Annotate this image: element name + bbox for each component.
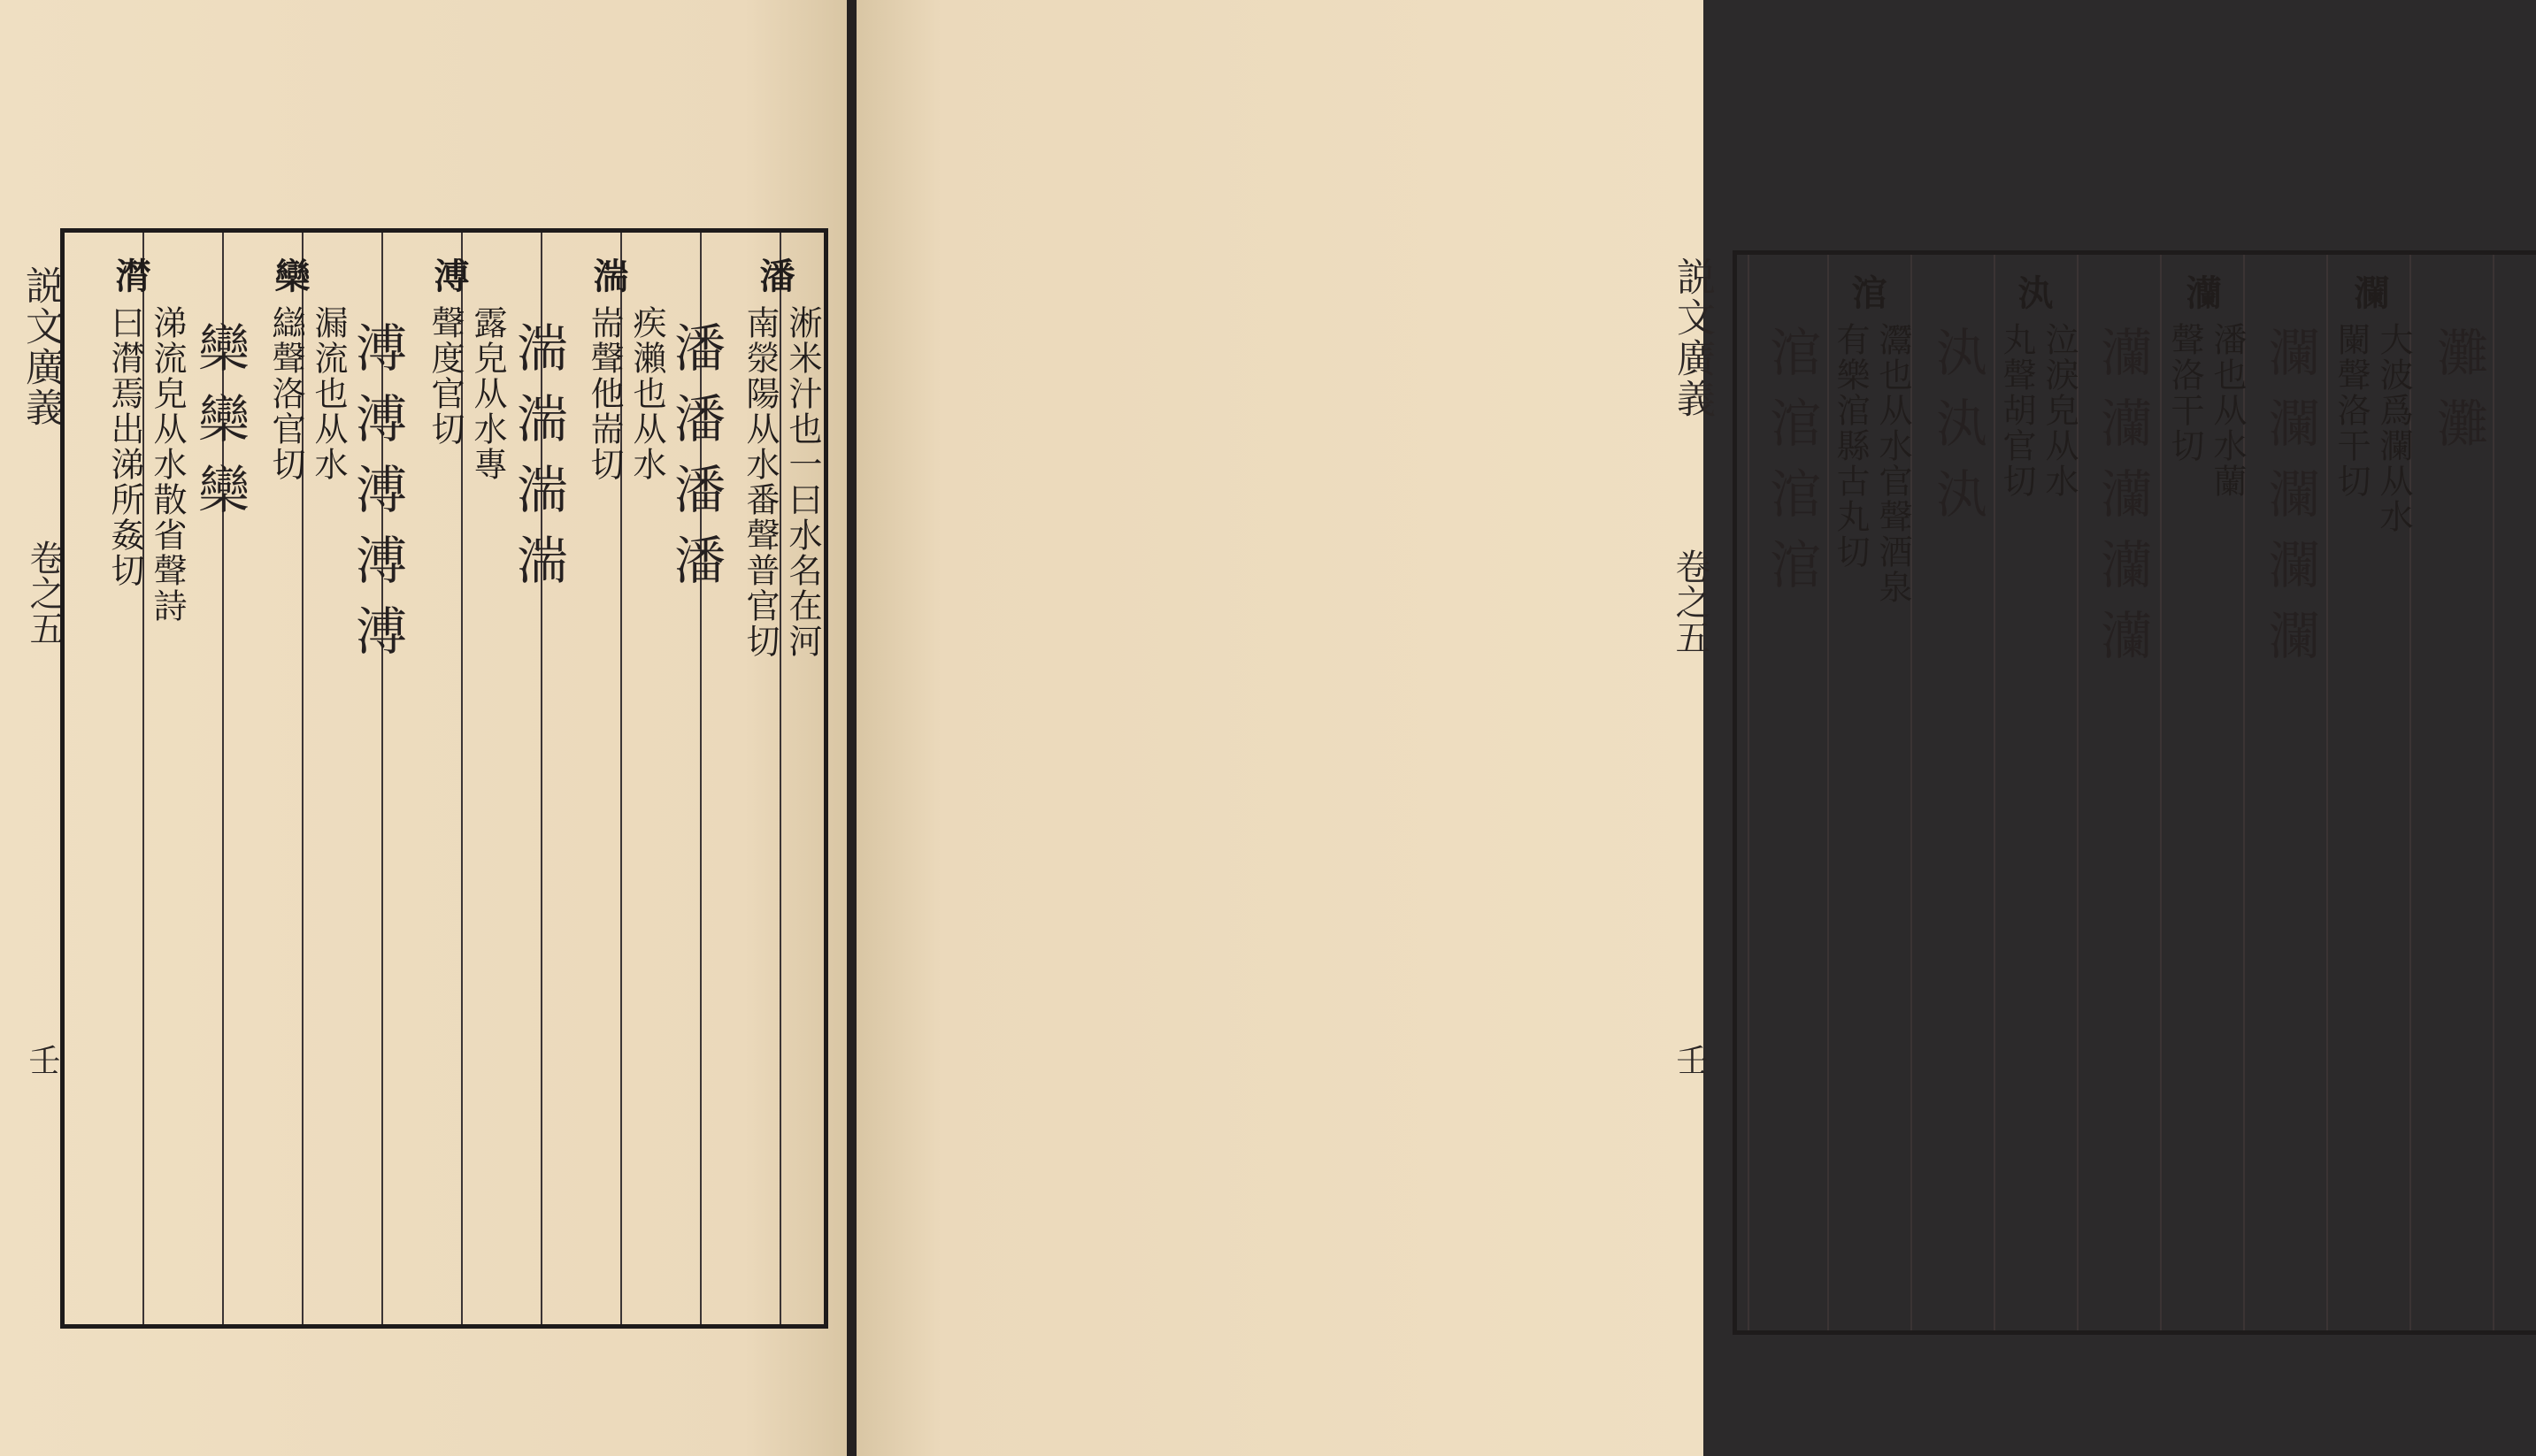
seal-script-forms: 灘灘 (2428, 326, 2488, 467)
left-page (0, 0, 847, 1456)
seal-script-forms: 欒欒欒 (189, 321, 250, 533)
entry-head-character: 潘 (754, 257, 795, 293)
seal-script-forms: 汍汍汍 (1927, 326, 1987, 538)
entry-gloss-line: 泣淚皃从水 (2040, 322, 2079, 499)
seal-script-forms: 湍湍湍湍 (508, 321, 568, 604)
entry-gloss-line: 露皃从水專 (468, 305, 507, 482)
entry-head-character: 欒 (269, 257, 311, 293)
entry-gloss-line: 涕流皃从水散省聲詩 (148, 305, 187, 624)
left-text-frame (60, 228, 828, 1329)
entry-gloss-line: 潘也从水蘭 (2208, 322, 2247, 499)
entry-gloss-line: 曰潸焉出涕所姦切 (105, 305, 144, 588)
entry-gloss-line: 疾瀨也从水 (627, 305, 666, 482)
entry-head-character: 涫 (1846, 274, 1887, 310)
entry-gloss-line: 耑聲他耑切 (585, 305, 624, 482)
right-volume-label: 卷之五 (1670, 548, 1710, 655)
right-page (857, 0, 2488, 1456)
entry-gloss-line: 漏流也从水 (309, 305, 348, 482)
book-spine (847, 0, 857, 1456)
left-volume-label: 卷之五 (24, 540, 65, 646)
entry-gloss-line: 聲洛干切 (2165, 322, 2204, 464)
entry-head-character: 汍 (2012, 274, 2054, 310)
entry-gloss-line: 闌聲洛干切 (2332, 322, 2371, 499)
entry-gloss-line: 聲度官切 (426, 305, 465, 447)
entry-gloss-line: 淅米汁也一曰水名在河 (783, 305, 822, 659)
seal-script-forms: 溥溥溥溥溥 (347, 321, 407, 675)
seal-script-forms: 灡灡灡灡灡 (2092, 326, 2152, 679)
right-text-frame (1733, 250, 2536, 1335)
entry-gloss-line: 南滎陽从水番聲普官切 (741, 305, 780, 659)
left-margin-title: 説文廣義 (19, 265, 64, 428)
entry-head-character: 灡 (2180, 274, 2222, 310)
entry-gloss-line: 丸聲胡官切 (1997, 322, 2036, 499)
seal-script-forms: 潘潘潘潘 (665, 321, 726, 604)
entry-gloss-line: 䜌聲洛官切 (266, 305, 305, 482)
entry-head-character: 潸 (110, 257, 151, 293)
left-page-number: 壬 (24, 1044, 60, 1076)
entry-gloss-line: 有樂涫縣古丸切 (1831, 322, 1870, 570)
entry-gloss-line: 灊也从水官聲酒泉 (1873, 322, 1912, 605)
right-margin-title: 説文廣義 (1670, 257, 1715, 419)
entry-head-character: 瀾 (2348, 274, 2390, 310)
seal-script-forms: 涫涫涫涫 (1761, 326, 1821, 609)
entry-head-character: 溥 (428, 257, 470, 293)
entry-head-character: 湍 (588, 257, 629, 293)
right-page-number: 壬 (1671, 1044, 1708, 1076)
entry-gloss-line: 大波爲瀾从水 (2374, 322, 2413, 534)
seal-script-forms: 瀾瀾瀾瀾瀾 (2260, 326, 2320, 679)
